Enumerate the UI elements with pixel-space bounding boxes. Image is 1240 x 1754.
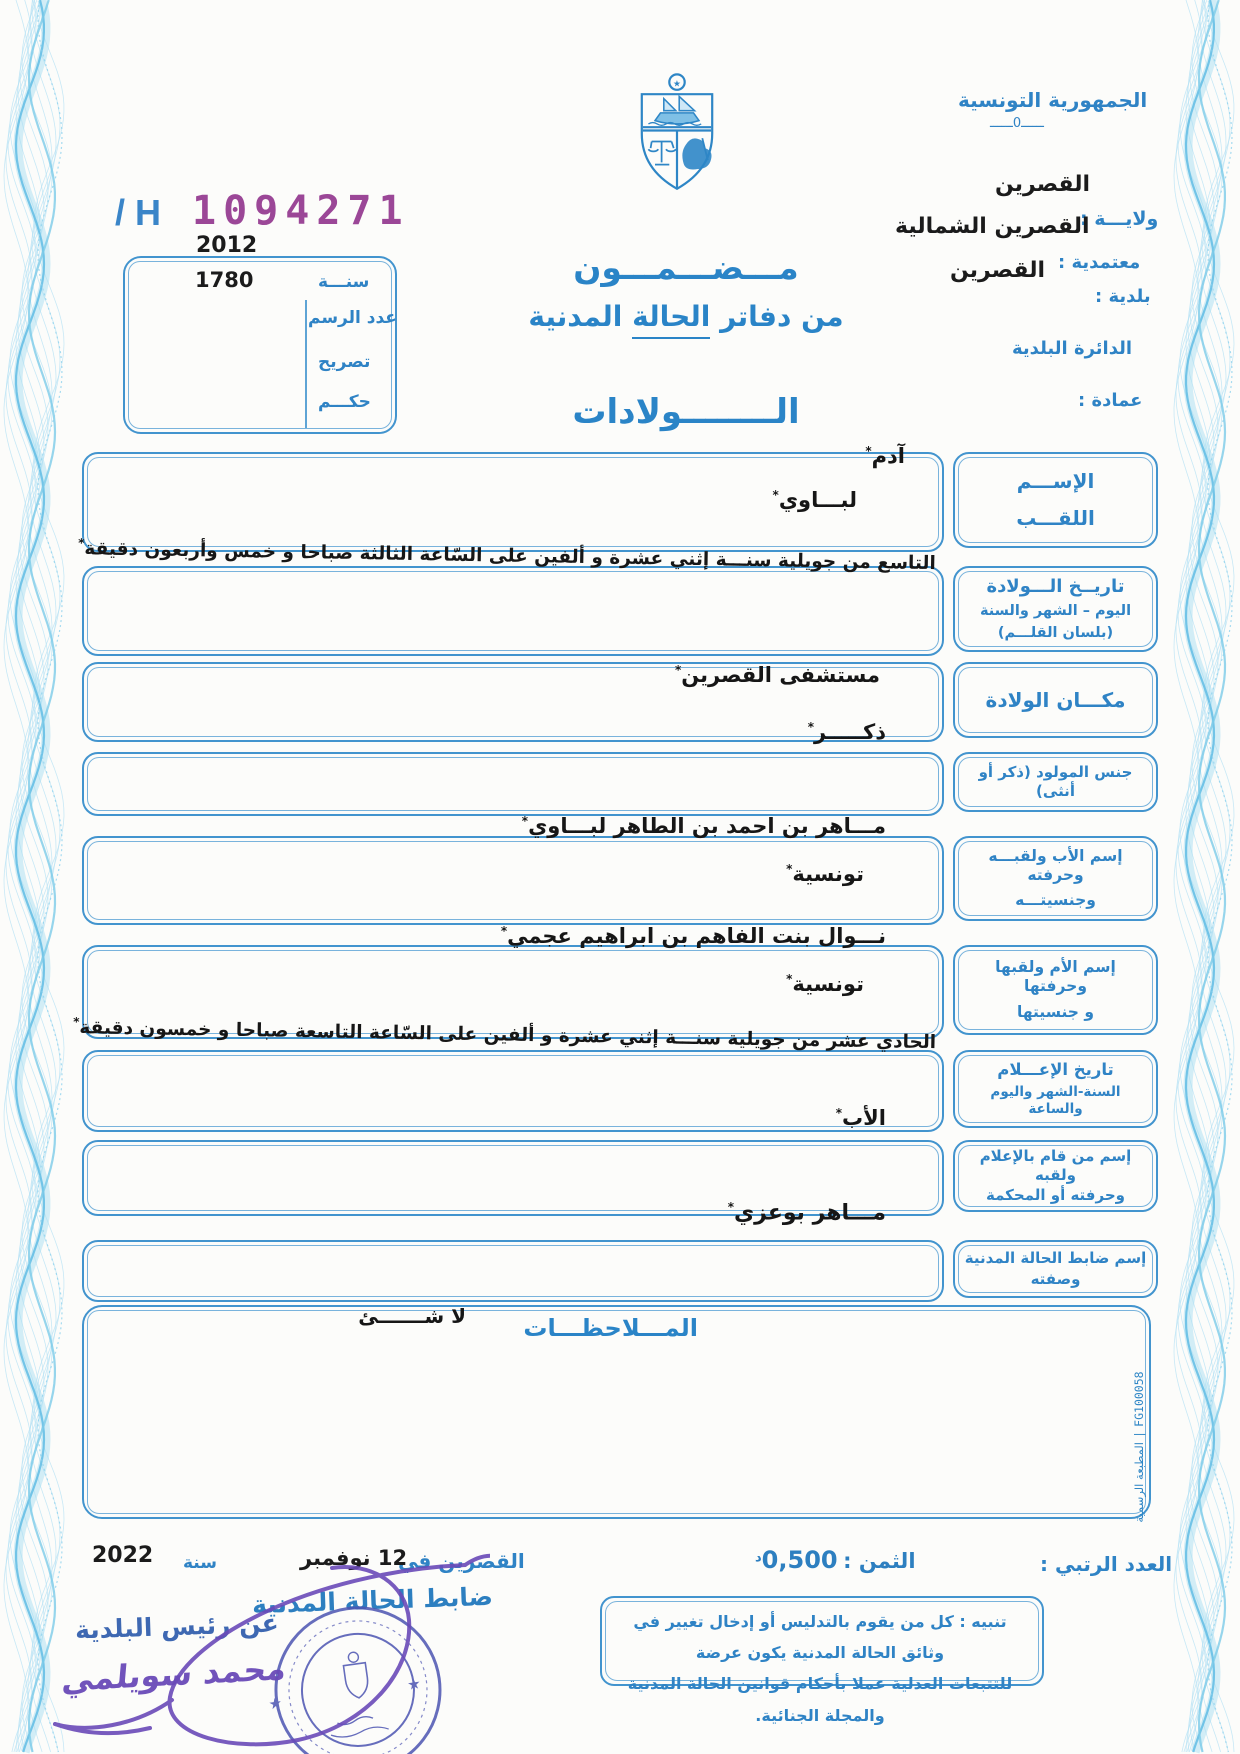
svg-text:★: ★ xyxy=(406,1674,422,1694)
printing-press-mark xyxy=(1132,1362,1146,1532)
mutamadiya-value: القصرين الشمالية xyxy=(895,214,1090,239)
imada-label: عمادة : xyxy=(1078,390,1143,411)
label-registrar-sub: وصفته xyxy=(1030,1270,1081,1289)
notes-value: لا شـــــــئ xyxy=(358,1304,466,1328)
value-declarant: الأب* xyxy=(835,1106,886,1130)
value-box-birth-date xyxy=(82,566,944,656)
value-mother-nationality: تونسية* xyxy=(786,972,864,996)
date-day-month: 12 نوفمبر xyxy=(300,1546,408,1570)
value-box-gender xyxy=(82,752,944,816)
label-mother: إسم الأم ولقبها وحرفتها xyxy=(995,957,1116,995)
district-label: الدائرة البلدية xyxy=(1012,338,1133,359)
asterisk: * xyxy=(835,1106,843,1120)
price-label: الثمن : xyxy=(843,1549,916,1573)
value-birth-date: التاسع من جويلية سنـــة إثني عشرة و ألفين على السّاعة الثالثة صباحا و خمس وأربعون دقيقة* xyxy=(78,536,937,575)
notes-title: المـــلاحظـــات xyxy=(523,1314,698,1342)
registry-judgment-label: حكـــم xyxy=(318,392,371,412)
label-box-registrar xyxy=(953,1240,1158,1298)
value-first-name: آدم* xyxy=(865,444,905,468)
warning-text xyxy=(610,1606,1030,1731)
asterisk: * xyxy=(865,444,872,458)
value-father-name: مـــاهر بن احمد بن الطاهر لبـــاوي* xyxy=(521,814,886,838)
label-last-name: اللقـــب xyxy=(1016,505,1095,530)
label-box-declarant xyxy=(953,1140,1158,1212)
value-mother-name: نـــوال بنت الفاهم بن ابراهيم عجمي* xyxy=(500,924,886,948)
mutamadiya-label: معتمدية : xyxy=(1058,252,1141,273)
label-declarant: إسم من قام بالإعلام ولقبه xyxy=(979,1147,1132,1184)
handwritten-signature-icon xyxy=(30,1510,490,1754)
registry-declaration-label: تصريح xyxy=(318,352,371,372)
header-divider: ــــــ0ــــــ xyxy=(990,116,1044,131)
value-notification-date: الحادي عشر من جويلية سنـــة إثني عشرة و ألفين على السّاعة التاسعة صباحا و خمسون دقيقة* xyxy=(72,1014,937,1054)
warning-line1: تنبيه : كل من يقوم بالتدليس أو إدخال تغيير في وثائق الحالة المدنية يكون عرضة xyxy=(633,1612,1007,1663)
asterisk: * xyxy=(674,663,682,677)
label-father: إسم الأب ولقبـــه وحرفته xyxy=(988,846,1123,885)
tunisia-coat-of-arms-icon xyxy=(622,72,732,200)
baladiya-value: القصرين xyxy=(950,258,1046,283)
label-box-father xyxy=(953,836,1158,921)
ordinal-number-label: العدد الرتبي : xyxy=(1040,1552,1173,1576)
asterisk: * xyxy=(786,862,793,876)
label-father-sub: وجنسيتـــه xyxy=(1015,890,1096,909)
label-first-name: الإســـم xyxy=(1016,469,1095,494)
asterisk: * xyxy=(807,720,815,734)
date-year-value: 2022 xyxy=(92,1543,154,1568)
warning-line2: للتتبعات العدلية عملا بأحكام قوانين الحالة المدنية والمجلة الجنائية. xyxy=(627,1674,1013,1725)
serial-prefix: H / xyxy=(115,192,162,233)
baladiya-label: بلدية : xyxy=(1095,286,1151,307)
svg-text:★: ★ xyxy=(267,1693,284,1714)
label-box-birth-date xyxy=(953,566,1158,652)
document-title-births: الــــــــولادات xyxy=(572,392,800,432)
label-birth-date-sub1: اليوم – الشهر والسنة xyxy=(979,603,1132,620)
registry-year-label: سنـــة xyxy=(318,272,370,292)
title-line2-pre: من دفاتر xyxy=(720,300,844,333)
label-birth-date-sub2: (بلسان القلـــم) xyxy=(997,625,1114,642)
asterisk: * xyxy=(72,1014,80,1030)
label-box-name xyxy=(953,452,1158,548)
label-box-mother xyxy=(953,945,1158,1035)
registry-act-label: عدد الرسم xyxy=(308,308,397,328)
officer-title: ضابط الحالة المدنية xyxy=(251,1581,494,1620)
on-behalf-of-mayor: عن رئيس البلدية xyxy=(74,1608,280,1645)
republic-title: الجمهورية التونسية xyxy=(958,88,1148,112)
value-box-notification-date xyxy=(82,1050,944,1132)
press-code: FG100058 xyxy=(1132,1371,1146,1427)
registry-year-value: 1780 xyxy=(195,268,254,292)
value-birth-place: مستشفى القصرين* xyxy=(674,663,880,687)
asterisk: * xyxy=(772,488,779,502)
document-title-line2 xyxy=(486,300,886,333)
serial-number: 1094271 xyxy=(192,188,410,234)
price-value: 0,500 xyxy=(761,1546,838,1574)
label-birth-date: تاريــخ الـــولادة xyxy=(986,575,1125,597)
label-box-birth-place xyxy=(953,662,1158,738)
wilaya-value: القصرين xyxy=(995,172,1091,197)
asterisk: * xyxy=(521,814,529,828)
value-father-nationality: تونسية* xyxy=(786,862,864,886)
label-notification-date: تاريخ الإعـــلام xyxy=(997,1059,1114,1079)
label-gender: جنس المولود (ذكر أو أنثى) xyxy=(978,763,1133,800)
signature-name: محمد سويلمي xyxy=(60,1649,288,1699)
date-year-label: سنة xyxy=(183,1553,217,1573)
document-title-line1: مـــضـــمـــون xyxy=(573,248,799,287)
guilloche-border-left-icon xyxy=(2,0,72,1754)
label-birth-place: مكـــان الولادة xyxy=(985,687,1126,712)
label-declarant-sub: وحرفته أو المحكمة xyxy=(986,1186,1125,1204)
date-place-label: القصرين في xyxy=(398,1549,525,1573)
value-registrar-name: مـــاهر بوعزي* xyxy=(727,1200,886,1226)
guilloche-border-right-icon xyxy=(1172,0,1240,1754)
asterisk: * xyxy=(500,924,508,938)
title-line2-underlined: الحالة xyxy=(632,300,710,339)
label-box-notification-date xyxy=(953,1050,1158,1128)
value-last-name: لبـــاوي* xyxy=(772,488,857,512)
label-mother-sub: و جنسيتها xyxy=(1017,1003,1095,1021)
svg-text:★: ★ xyxy=(673,79,681,90)
press-separator: | xyxy=(1132,1432,1146,1437)
label-notification-date-sub: السنة-الشهر واليوم والساعة xyxy=(990,1084,1121,1118)
label-registrar: إسم ضابط الحالة المدنية xyxy=(964,1248,1147,1267)
registry-box-divider xyxy=(305,300,307,428)
value-box-registrar xyxy=(82,1240,944,1302)
label-box-gender xyxy=(953,752,1158,812)
price xyxy=(755,1546,916,1574)
asterisk: * xyxy=(727,1200,735,1214)
wilaya-label: ولايـــة : xyxy=(1080,208,1159,230)
press-name: المطبعة الرسمية xyxy=(1132,1442,1146,1523)
asterisk: * xyxy=(786,972,793,986)
serial-year: 2012 xyxy=(196,233,258,258)
title-line2-post: المدنية xyxy=(528,300,623,333)
asterisk: * xyxy=(78,536,85,551)
value-gender: ذكـــــر* xyxy=(807,720,886,744)
price-currency: د xyxy=(755,1550,762,1566)
